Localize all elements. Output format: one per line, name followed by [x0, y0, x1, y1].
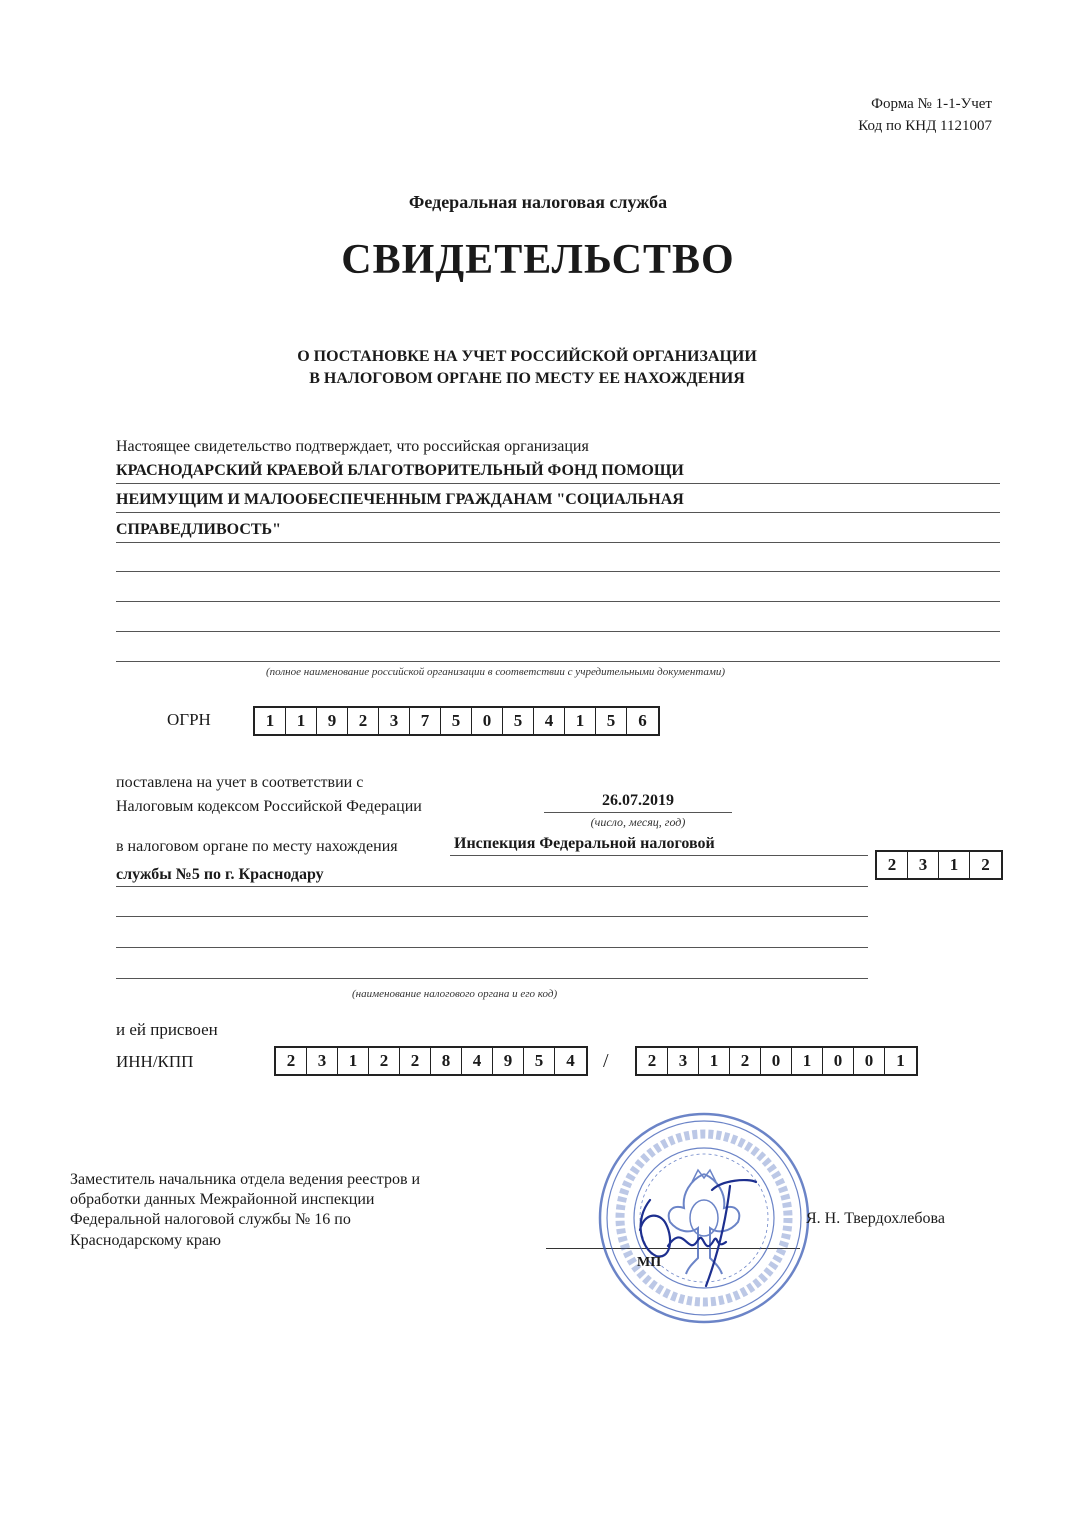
org-name-rule-4	[116, 571, 1000, 572]
ogrn-digit: 2	[348, 708, 379, 734]
signatory-position-line-1: Заместитель начальника отдела ведения реестров и	[70, 1171, 421, 1188]
tax-authority-name-line-2: службы №5 по г. Краснодару	[116, 866, 324, 883]
assigned-text: и ей присвоен	[116, 1020, 218, 1039]
inn-digit: 3	[307, 1048, 338, 1074]
ogrn-digit: 1	[286, 708, 317, 734]
ogrn-digit: 5	[596, 708, 627, 734]
date-rule	[544, 812, 732, 813]
signatory-position-line-2: обработки данных Межрайонной инспекции	[70, 1191, 375, 1208]
signatory-name: Я. Н. Твердохлебова	[806, 1210, 945, 1227]
date-caption: (число, месяц, год)	[590, 815, 686, 829]
knd-code: Код по КНД 1121007	[858, 118, 992, 134]
agency-name: Федеральная налоговая служба	[408, 192, 668, 212]
inn-digit: 9	[493, 1048, 524, 1074]
ogrn-digit: 5	[503, 708, 534, 734]
tax-authority-caption: (наименование налогового органа и его код)	[352, 988, 558, 1000]
kpp-digit: 0	[761, 1048, 792, 1074]
signatory-position-line-4: Краснодарскому краю	[70, 1232, 221, 1249]
ogrn-digit: 4	[534, 708, 565, 734]
ogrn-digit: 0	[472, 708, 503, 734]
signatory-position-line-3: Федеральной налоговой службы № 16 по	[70, 1211, 351, 1228]
tax-authority-code-boxes	[875, 850, 1003, 880]
org-name-line-2: НЕИМУЩИМ И МАЛООБЕСПЕЧЕННЫМ ГРАЖДАНАМ "СОЦИАЛЬНАЯ	[116, 491, 684, 508]
inn-digit: 8	[431, 1048, 462, 1074]
kpp-boxes	[635, 1046, 918, 1076]
inn-digit: 1	[338, 1048, 369, 1074]
ogrn-digit: 7	[410, 708, 441, 734]
ogrn-boxes	[253, 706, 660, 736]
org-name-rule-3	[116, 542, 1000, 543]
org-name-line-1: КРАСНОДАРСКИЙ КРАЕВОЙ БЛАГОТВОРИТЕЛЬНЫЙ ФОНД ПОМОЩИ	[116, 462, 684, 479]
kpp-digit: 1	[896, 1051, 905, 1070]
ogrn-digit: 6	[638, 711, 647, 730]
inn-digit: 2	[276, 1048, 307, 1074]
tax-authority-rule-2	[116, 886, 868, 887]
tax-authority-rule-5	[116, 978, 868, 979]
ogrn-digit: 1	[565, 708, 596, 734]
inn-digit: 4	[566, 1051, 575, 1070]
inn-digit: 4	[462, 1048, 493, 1074]
tax-authority-code-digit: 2	[877, 852, 908, 878]
tax-authority-name-line-1: Инспекция Федеральной налоговой	[454, 835, 715, 852]
org-name-rule-2	[116, 512, 1000, 513]
ogrn-digit: 3	[379, 708, 410, 734]
org-name-rule-6	[116, 631, 1000, 632]
ogrn-digit: 5	[441, 708, 472, 734]
form-number: Форма № 1-1-Учет	[871, 96, 992, 112]
ogrn-label: ОГРН	[167, 710, 211, 729]
kpp-digit: 0	[823, 1048, 854, 1074]
tax-authority-rule-4	[116, 947, 868, 948]
ogrn-digit: 1	[255, 708, 286, 734]
registration-date: 26.07.2019	[602, 792, 674, 809]
kpp-digit: 3	[668, 1048, 699, 1074]
ogrn-digit: 9	[317, 708, 348, 734]
inn-digit: 5	[524, 1048, 555, 1074]
tax-authority-rule-1	[450, 855, 868, 856]
subtitle-line-2: В НАЛОГОВОМ ОРГАНЕ ПО МЕСТУ ЕЕ НАХОЖДЕНИЯ	[309, 370, 745, 387]
kpp-digit: 2	[637, 1048, 668, 1074]
inn-kpp-separator: /	[603, 1050, 609, 1072]
subtitle-line-1: О ПОСТАНОВКЕ НА УЧЕТ РОССИЙСКОЙ ОРГАНИЗАЦИИ	[297, 348, 757, 365]
inn-kpp-label: ИНН/КПП	[116, 1052, 194, 1071]
intro-text: Настоящее свидетельство подтверждает, что российская организация	[116, 438, 589, 455]
registration-line-1: поставлена на учет в соответствии с	[116, 774, 364, 791]
tax-authority-prefix: в налоговом органе по месту нахождения	[116, 838, 398, 855]
tax-authority-code-digit: 1	[939, 852, 970, 878]
org-name-rule-7	[116, 661, 1000, 662]
inn-digit: 2	[369, 1048, 400, 1074]
registration-line-2: Налоговым кодексом Российской Федерации	[116, 798, 422, 815]
inn-boxes	[274, 1046, 588, 1076]
stamp-mark: МП	[637, 1255, 662, 1270]
org-name-line-3: СПРАВЕДЛИВОСТЬ"	[116, 521, 281, 538]
tax-authority-code-digit: 2	[981, 855, 990, 874]
document-title: СВИДЕТЕЛЬСТВО	[341, 237, 735, 283]
tax-authority-rule-3	[116, 916, 868, 917]
kpp-digit: 0	[854, 1048, 885, 1074]
inn-digit: 2	[400, 1048, 431, 1074]
org-name-rule-1	[116, 483, 1000, 484]
org-name-rule-5	[116, 601, 1000, 602]
org-name-caption: (полное наименование российской организации в соответствии с учредительными документами)	[266, 666, 726, 678]
kpp-digit: 2	[730, 1048, 761, 1074]
kpp-digit: 1	[699, 1048, 730, 1074]
kpp-digit: 1	[792, 1048, 823, 1074]
tax-authority-code-digit: 3	[908, 852, 939, 878]
